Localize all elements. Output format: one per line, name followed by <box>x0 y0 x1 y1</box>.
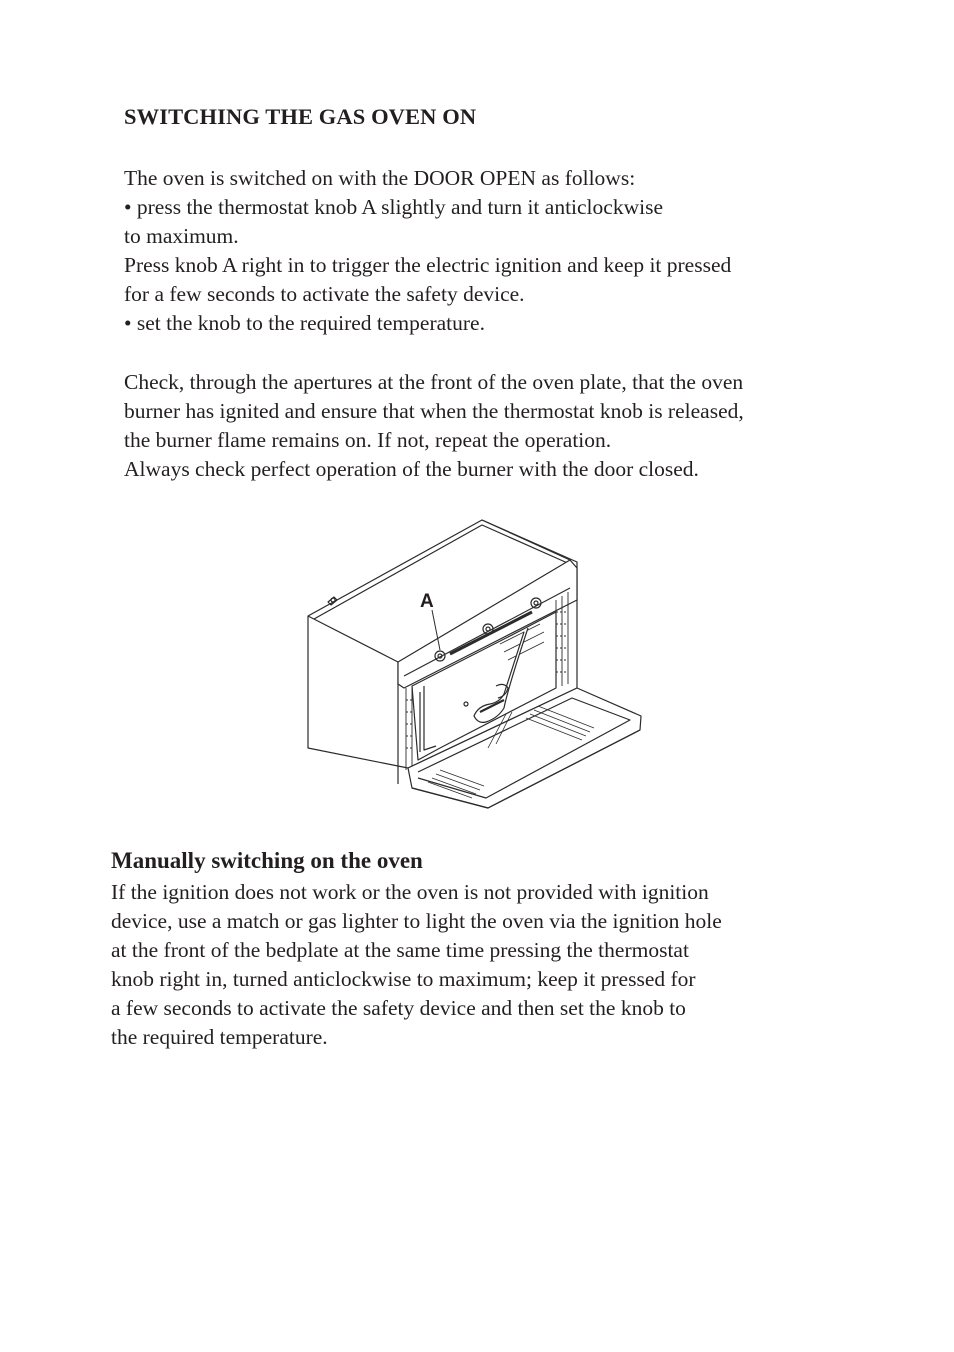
text-line: Always check perfect operation of the burner with the door closed. <box>124 457 699 482</box>
check-paragraph <box>124 368 744 484</box>
text-line: at the front of the bedplate at the same time pressing the thermostat <box>111 938 689 963</box>
figure-label-a: A <box>420 591 434 612</box>
text-line: a few seconds to activate the safety device and then set the knob to <box>111 996 686 1021</box>
text-line: for a few seconds to activate the safety device. <box>124 282 525 307</box>
text-line: to maximum. <box>124 224 239 249</box>
text-line: • set the knob to the required temperature. <box>124 311 485 336</box>
manual-title: Manually switching on the oven <box>111 848 423 873</box>
text-line: If the ignition does not work or the oven is not provided with ignition <box>111 880 709 904</box>
text-line: Press knob A right in to trigger the electric ignition and keep it pressed <box>124 253 732 278</box>
text-line: burner has ignited and ensure that when the thermostat knob is released, <box>124 399 744 424</box>
text-line: the required temperature. <box>111 1025 328 1050</box>
text-line: the burner flame remains on. If not, repeat the operation. <box>124 428 612 453</box>
text-line: device, use a match or gas lighter to light the oven via the ignition hole <box>111 909 722 934</box>
text-line: knob right in, turned anticlockwise to maximum; keep it pressed for <box>111 967 696 992</box>
oven-illustration <box>300 516 645 812</box>
manual-paragraph <box>111 878 722 1053</box>
text-line: The oven is switched on with the DOOR OPEN as follows: <box>124 166 636 190</box>
text-line: Check, through the apertures at the front of the oven plate, that the oven <box>124 370 744 394</box>
text-line: • press the thermostat knob A slightly and turn it anticlockwise <box>124 195 663 220</box>
intro-paragraph <box>124 164 731 339</box>
section-title: SWITCHING THE GAS OVEN ON <box>124 104 477 129</box>
